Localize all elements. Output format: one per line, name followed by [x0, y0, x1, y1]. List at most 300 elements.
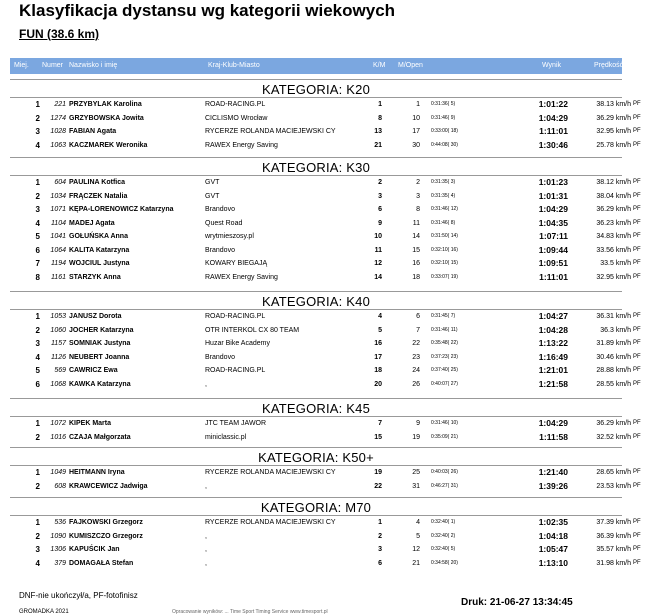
split-time-cell: 0:37:40( 25)	[431, 367, 458, 373]
club-cell: JTC TEAM JAWOR	[205, 420, 267, 427]
table-row	[0, 378, 648, 391]
header-mopen: M/Open	[398, 62, 423, 69]
athlete-name-cell: MADEJ Agata	[69, 219, 115, 227]
open-place-cell: 25	[412, 469, 420, 476]
speed-cell: 23.53 km/h	[596, 482, 631, 490]
header-name: Nazwisko i imię	[69, 62, 118, 69]
category-place-cell: 13	[374, 128, 382, 135]
place-cell: 5	[35, 366, 40, 375]
split-time-cell: 0:32:40( 2)	[431, 532, 456, 539]
category-place-cell: 2	[378, 532, 382, 540]
table-row	[0, 310, 648, 323]
table-row	[0, 217, 648, 230]
open-place-cell: 22	[412, 340, 420, 347]
athlete-name-cell: KĘPA-LORENOWICZ Katarzyna	[69, 206, 174, 213]
table-row	[0, 364, 648, 377]
result-time-cell: 1:21:01	[538, 365, 568, 375]
photofinish-flag: PF	[633, 114, 641, 121]
table-row	[0, 516, 648, 529]
speed-cell: 31.98 km/h	[596, 559, 631, 567]
athlete-name-cell: FAJKOWSKI Grzegorz	[69, 519, 143, 526]
result-time-cell: 1:11:58	[539, 431, 568, 442]
photofinish-flag: PF	[633, 519, 641, 525]
athlete-name-cell: STARZYK Anna	[69, 273, 121, 281]
club-cell: ROAD-RACING.PL	[205, 367, 266, 374]
place-cell: 2	[35, 481, 40, 491]
result-time-cell: 1:21:58	[538, 378, 568, 389]
category-label: KATEGORIA: K20	[261, 82, 371, 97]
place-cell: 3	[35, 339, 40, 348]
table-row	[0, 98, 648, 111]
speed-cell: 37.39 km/h	[596, 519, 631, 526]
result-time-cell: 1:04:28	[538, 324, 568, 335]
category-place-cell: 22	[374, 482, 382, 490]
speed-cell: 36.31 km/h	[596, 313, 631, 320]
speed-cell: 36.29 km/h	[596, 420, 631, 427]
table-row	[0, 337, 648, 350]
open-place-cell: 17	[412, 128, 420, 135]
result-time-cell: 1:01:31	[538, 190, 568, 201]
table-row	[0, 543, 648, 556]
club-cell: Quest Road	[205, 219, 243, 227]
open-place-cell: 30	[412, 141, 420, 149]
club-cell: ,	[205, 482, 207, 490]
place-cell: 8	[35, 272, 40, 282]
category-place-cell: 6	[378, 206, 382, 213]
category-place-cell: 2	[378, 179, 382, 186]
bib-number-cell: 1016	[50, 433, 66, 441]
table-row	[0, 271, 648, 284]
result-time-cell: 1:09:44	[538, 244, 568, 255]
result-time-cell: 1:04:35	[538, 217, 568, 228]
split-time-cell: 0:31:36( 5)	[431, 101, 456, 107]
footer-legend: DNF-nie ukończył/a, PF-fotofinisz	[19, 591, 138, 600]
category-place-cell: 16	[374, 340, 382, 347]
bib-number-cell: 536	[54, 519, 66, 526]
athlete-name-cell: JANUSZ Dorota	[69, 313, 122, 320]
photofinish-flag: PF	[633, 380, 641, 387]
open-place-cell: 18	[412, 273, 420, 281]
split-time-cell: 0:31:45( 7)	[431, 313, 456, 319]
club-cell: RYCERZE ROLANDA MACIEJEWSKI CY	[205, 469, 336, 476]
athlete-name-cell: KALITA Katarzyna	[69, 246, 130, 254]
athlete-name-cell: GRZYBOWSKA Jowita	[69, 114, 144, 122]
place-cell: 6	[35, 245, 40, 255]
split-time-cell: 0:31:35( 4)	[431, 192, 456, 199]
category-place-cell: 7	[378, 420, 382, 427]
photofinish-flag: PF	[633, 546, 641, 552]
open-place-cell: 12	[412, 546, 420, 553]
club-cell: RAWEX Energy Saving	[205, 273, 278, 281]
club-cell: ,	[205, 532, 207, 540]
athlete-name-cell: KRAWCEWICZ Jadwiga	[69, 482, 148, 490]
club-cell: ,	[205, 559, 207, 567]
speed-cell: 32.95 km/h	[596, 128, 631, 135]
club-cell: ,	[205, 546, 207, 553]
photofinish-flag: PF	[633, 433, 641, 440]
table-row	[0, 530, 648, 543]
category-label: KATEGORIA: K45	[261, 401, 371, 416]
photofinish-flag: PF	[633, 482, 641, 489]
bib-number-cell: 1063	[50, 141, 66, 149]
speed-cell: 28.55 km/h	[596, 380, 631, 388]
open-place-cell: 11	[412, 219, 420, 227]
result-time-cell: 1:30:46	[538, 139, 568, 150]
club-cell: Brandovo	[205, 246, 235, 254]
bib-number-cell: 1028	[50, 128, 66, 135]
split-time-cell: 0:31:46( 10)	[431, 420, 458, 426]
open-place-cell: 15	[412, 246, 420, 254]
athlete-name-cell: DOMAGAŁA Stefan	[69, 559, 134, 567]
athlete-name-cell: FABIAN Agata	[69, 128, 117, 135]
photofinish-flag: PF	[633, 101, 641, 107]
table-row	[0, 139, 648, 152]
category-place-cell: 3	[378, 546, 382, 553]
timing-credit: Opracowanie wyników: ... Time Sport Timing Service www.timesport.pl	[172, 609, 328, 615]
category-place-cell: 19	[374, 469, 382, 476]
result-time-cell: 1:39:26	[538, 480, 568, 491]
table-row	[0, 203, 648, 216]
athlete-name-cell: KAWKA Katarzyna	[69, 380, 131, 388]
table-row	[0, 230, 648, 243]
speed-cell: 25.78 km/h	[596, 141, 631, 149]
speed-cell: 35.57 km/h	[596, 546, 631, 553]
category-place-cell: 14	[374, 273, 382, 281]
result-time-cell: 1:04:18	[538, 530, 568, 541]
club-cell: wrytmieszosy.pl	[205, 233, 254, 240]
open-place-cell: 26	[412, 380, 420, 388]
table-row	[0, 125, 648, 138]
athlete-name-cell: GOŁUŃSKA Anna	[69, 233, 128, 240]
table-row	[0, 244, 648, 257]
speed-cell: 36.29 km/h	[596, 114, 631, 122]
result-time-cell: 1:11:01	[539, 126, 568, 136]
bib-number-cell: 1060	[50, 326, 66, 334]
category-place-cell: 1	[378, 519, 382, 526]
result-time-cell: 1:04:29	[538, 112, 568, 123]
split-time-cell: 0:34:58( 20)	[431, 559, 458, 566]
place-cell: 4	[35, 352, 40, 362]
photofinish-flag: PF	[633, 353, 641, 360]
place-cell: 2	[35, 531, 40, 541]
header-place: Miej.	[14, 62, 29, 69]
photofinish-flag: PF	[633, 313, 641, 319]
category-label: KATEGORIA: K40	[261, 294, 371, 309]
club-cell: ROAD-RACING.PL	[205, 313, 266, 320]
open-place-cell: 31	[412, 482, 420, 490]
speed-cell: 28.88 km/h	[596, 367, 631, 374]
header-club: Kraj-Klub-Miasto	[208, 62, 260, 69]
result-time-cell: 1:01:23	[538, 177, 568, 187]
category-heading	[10, 291, 622, 310]
open-place-cell: 6	[416, 313, 420, 320]
result-time-cell: 1:04:29	[538, 204, 568, 214]
place-cell: 7	[35, 259, 40, 268]
club-cell: KOWARY BIEGAJĄ	[205, 260, 268, 267]
photofinish-flag: PF	[633, 559, 641, 566]
bib-number-cell: 379	[54, 559, 66, 567]
category-label: KATEGORIA: K30	[261, 160, 371, 175]
speed-cell: 38.13 km/h	[596, 101, 631, 108]
place-cell: 2	[35, 432, 40, 442]
photofinish-flag: PF	[633, 233, 641, 239]
split-time-cell: 0:44:08( 30)	[431, 141, 458, 148]
athlete-name-cell: KUMISZCZO Grzegorz	[69, 532, 143, 540]
club-cell: miniclassic.pl	[205, 433, 247, 441]
speed-cell: 30.46 km/h	[596, 353, 631, 361]
place-cell: 1	[35, 312, 40, 321]
speed-cell: 36.23 km/h	[596, 219, 631, 227]
bib-number-cell: 569	[54, 367, 66, 374]
open-place-cell: 2	[416, 179, 420, 186]
open-place-cell: 3	[416, 192, 420, 200]
split-time-cell: 0:33:07( 19)	[431, 273, 458, 280]
open-place-cell: 10	[412, 114, 420, 122]
result-time-cell: 1:05:47	[538, 544, 568, 554]
bib-number-cell: 1104	[50, 219, 66, 227]
speed-cell: 36.3 km/h	[600, 326, 631, 334]
split-time-cell: 0:35:09( 21)	[431, 433, 458, 440]
result-time-cell: 1:13:22	[538, 338, 568, 348]
place-cell: 1	[35, 178, 40, 187]
speed-cell: 36.39 km/h	[596, 532, 631, 540]
athlete-name-cell: PRZYBYLAK Karolina	[69, 101, 142, 108]
split-time-cell: 0:33:00( 18)	[431, 128, 458, 134]
split-time-cell: 0:32:10( 15)	[431, 260, 458, 266]
athlete-name-cell: SOMNIAK Justyna	[69, 340, 131, 347]
table-row	[0, 176, 648, 189]
place-cell: 1	[35, 468, 40, 477]
table-row	[0, 480, 648, 493]
category-place-cell: 11	[374, 246, 382, 254]
speed-cell: 38.04 km/h	[596, 192, 631, 200]
open-place-cell: 4	[416, 519, 420, 526]
result-time-cell: 1:04:29	[538, 418, 568, 428]
bib-number-cell: 1126	[50, 353, 66, 361]
open-place-cell: 19	[412, 433, 420, 441]
print-timestamp: Druk: 21-06-27 13:34:45	[461, 597, 573, 608]
result-time-cell: 1:02:35	[538, 517, 568, 527]
club-cell: RYCERZE ROLANDA MACIEJEWSKI CY	[205, 519, 336, 526]
table-row	[0, 466, 648, 479]
photofinish-flag: PF	[633, 420, 641, 426]
bib-number-cell: 1071	[50, 206, 66, 213]
result-time-cell: 1:13:10	[538, 557, 568, 568]
athlete-name-cell: WOJCIUL Justyna	[69, 260, 130, 267]
athlete-name-cell: NEUBERT Joanna	[69, 353, 130, 361]
table-row	[0, 417, 648, 430]
club-cell: RYCERZE ROLANDA MACIEJEWSKI CY	[205, 128, 336, 135]
header-result: Wynik	[542, 62, 561, 69]
photofinish-flag: PF	[633, 206, 641, 212]
header-km: K/M	[373, 62, 386, 69]
bib-number-cell: 1274	[50, 114, 66, 122]
open-place-cell: 23	[412, 353, 420, 361]
open-place-cell: 7	[416, 326, 420, 334]
place-cell: 4	[35, 140, 40, 150]
place-cell: 1	[35, 419, 40, 428]
speed-cell: 36.29 km/h	[596, 206, 631, 213]
split-time-cell: 0:37:23( 23)	[431, 353, 458, 360]
category-heading	[10, 79, 622, 98]
split-time-cell: 0:32:10( 16)	[431, 246, 458, 253]
category-place-cell: 18	[374, 367, 382, 374]
place-cell: 4	[35, 558, 40, 568]
place-cell: 2	[35, 325, 40, 335]
place-cell: 3	[35, 127, 40, 136]
header-number: Numer	[42, 62, 64, 69]
table-row	[0, 351, 648, 364]
open-place-cell: 24	[412, 367, 420, 374]
athlete-name-cell: HEITMANN Iryna	[69, 469, 125, 476]
bib-number-cell: 1064	[50, 246, 66, 254]
club-cell: RAWEX Energy Saving	[205, 141, 278, 149]
athlete-name-cell: CAWRICZ Ewa	[69, 367, 118, 374]
category-heading	[10, 157, 622, 176]
club-cell: Brandovo	[205, 353, 235, 361]
athlete-name-cell: KIPEK Marta	[69, 420, 112, 427]
table-row	[0, 324, 648, 337]
split-time-cell: 0:40:07( 27)	[431, 380, 458, 387]
athlete-name-cell: JOCHER Katarzyna	[69, 326, 134, 334]
club-cell: Brandovo	[205, 206, 235, 213]
bib-number-cell: 608	[54, 482, 66, 490]
category-place-cell: 9	[378, 219, 382, 227]
photofinish-flag: PF	[633, 326, 641, 333]
category-place-cell: 15	[374, 433, 382, 441]
bib-number-cell: 1090	[50, 532, 66, 540]
club-cell: ,	[205, 380, 207, 388]
table-row	[0, 190, 648, 203]
speed-cell: 34.83 km/h	[596, 233, 631, 240]
photofinish-flag: PF	[633, 340, 641, 346]
bib-number-cell: 604	[54, 179, 66, 186]
category-heading	[10, 447, 622, 466]
place-cell: 6	[35, 379, 40, 389]
category-label: KATEGORIA: M70	[260, 500, 372, 515]
place-cell: 1	[35, 518, 40, 527]
table-row	[0, 112, 648, 125]
split-time-cell: 0:31:46( 12)	[431, 206, 458, 212]
bib-number-cell: 1049	[50, 469, 66, 476]
athlete-name-cell: CZAJA Małgorzata	[69, 433, 131, 441]
result-time-cell: 1:21:40	[538, 467, 568, 477]
athlete-name-cell: KAPUŚCIK Jan	[69, 546, 120, 553]
photofinish-flag: PF	[633, 219, 641, 226]
open-place-cell: 5	[416, 532, 420, 540]
split-time-cell: 0:32:40( 5)	[431, 546, 456, 552]
result-time-cell: 1:01:22	[538, 99, 568, 109]
category-place-cell: 6	[378, 559, 382, 567]
photofinish-flag: PF	[633, 469, 641, 475]
page-title: Klasyfikacja dystansu wg kategorii wiekowych	[19, 1, 396, 20]
photofinish-flag: PF	[633, 260, 641, 266]
club-cell: ROAD-RACING.PL	[205, 101, 266, 108]
place-cell: 3	[35, 545, 40, 554]
photofinish-flag: PF	[633, 192, 641, 199]
photofinish-flag: PF	[633, 367, 641, 373]
category-place-cell: 4	[378, 313, 382, 320]
category-place-cell: 12	[374, 260, 382, 267]
athlete-name-cell: FRĄCZEK Natalia	[69, 192, 128, 200]
speed-cell: 31.89 km/h	[596, 340, 631, 347]
open-place-cell: 14	[412, 233, 420, 240]
place-cell: 2	[35, 191, 40, 201]
split-time-cell: 0:40:03( 26)	[431, 469, 458, 475]
result-time-cell: 1:07:11	[539, 231, 568, 241]
club-cell: OTR INTERKOL CX 80 TEAM	[205, 326, 300, 334]
bib-number-cell: 1157	[50, 340, 66, 347]
split-time-cell: 0:31:46( 8)	[431, 219, 456, 226]
open-place-cell: 1	[416, 101, 420, 108]
place-cell: 2	[35, 113, 40, 123]
speed-cell: 32.52 km/h	[596, 433, 631, 441]
speed-cell: 32.95 km/h	[596, 273, 631, 281]
place-cell: 5	[35, 232, 40, 241]
category-place-cell: 17	[374, 353, 382, 361]
bib-number-cell: 1161	[50, 273, 66, 281]
photofinish-flag: PF	[633, 179, 641, 185]
club-cell: GVT	[205, 179, 220, 186]
bib-number-cell: 1306	[50, 546, 66, 553]
split-time-cell: 0:31:46( 11)	[431, 326, 458, 333]
split-time-cell: 0:46:27( 31)	[431, 482, 458, 489]
athlete-name-cell: PAULINA Kotfica	[69, 179, 125, 186]
table-row	[0, 431, 648, 444]
split-time-cell: 0:31:50( 14)	[431, 233, 458, 239]
open-place-cell: 9	[416, 420, 420, 427]
category-place-cell: 20	[374, 380, 382, 388]
split-time-cell: 0:31:35( 3)	[431, 179, 456, 185]
result-time-cell: 1:16:49	[538, 351, 568, 362]
category-place-cell: 8	[378, 114, 382, 122]
bib-number-cell: 1068	[50, 380, 66, 388]
photofinish-flag: PF	[633, 128, 641, 134]
open-place-cell: 8	[416, 206, 420, 213]
table-row	[0, 257, 648, 270]
result-time-cell: 1:11:01	[539, 271, 568, 282]
speed-cell: 33.5 km/h	[600, 260, 631, 267]
speed-cell: 28.65 km/h	[596, 469, 631, 476]
club-cell: GVT	[205, 192, 220, 200]
club-cell: CICLISMO Wrocław	[205, 114, 268, 122]
category-label: KATEGORIA: K50+	[258, 450, 374, 465]
result-time-cell: 1:09:51	[538, 258, 568, 268]
open-place-cell: 16	[412, 260, 420, 267]
table-row	[0, 557, 648, 570]
photofinish-flag: PF	[633, 246, 641, 253]
photofinish-flag: PF	[633, 532, 641, 539]
bib-number-cell: 1053	[50, 313, 66, 320]
event-name: GROMADKA 2021	[19, 609, 69, 615]
split-time-cell: 0:31:46( 9)	[431, 114, 456, 121]
bib-number-cell: 1072	[50, 420, 66, 427]
athlete-name-cell: KACZMAREK Weronika	[69, 141, 148, 149]
place-cell: 4	[35, 218, 40, 228]
result-time-cell: 1:04:27	[538, 311, 568, 321]
bib-number-cell: 221	[54, 101, 66, 108]
category-place-cell: 1	[378, 101, 382, 108]
header-speed: Prędkość	[594, 62, 624, 69]
category-place-cell: 10	[374, 233, 382, 240]
category-heading	[10, 398, 622, 417]
split-time-cell: 0:35:48( 22)	[431, 340, 458, 346]
bib-number-cell: 1041	[50, 233, 66, 240]
photofinish-flag: PF	[633, 273, 641, 280]
club-cell: Huzar Bike Academy	[205, 340, 270, 347]
bib-number-cell: 1034	[50, 192, 66, 200]
category-place-cell: 21	[374, 141, 382, 149]
